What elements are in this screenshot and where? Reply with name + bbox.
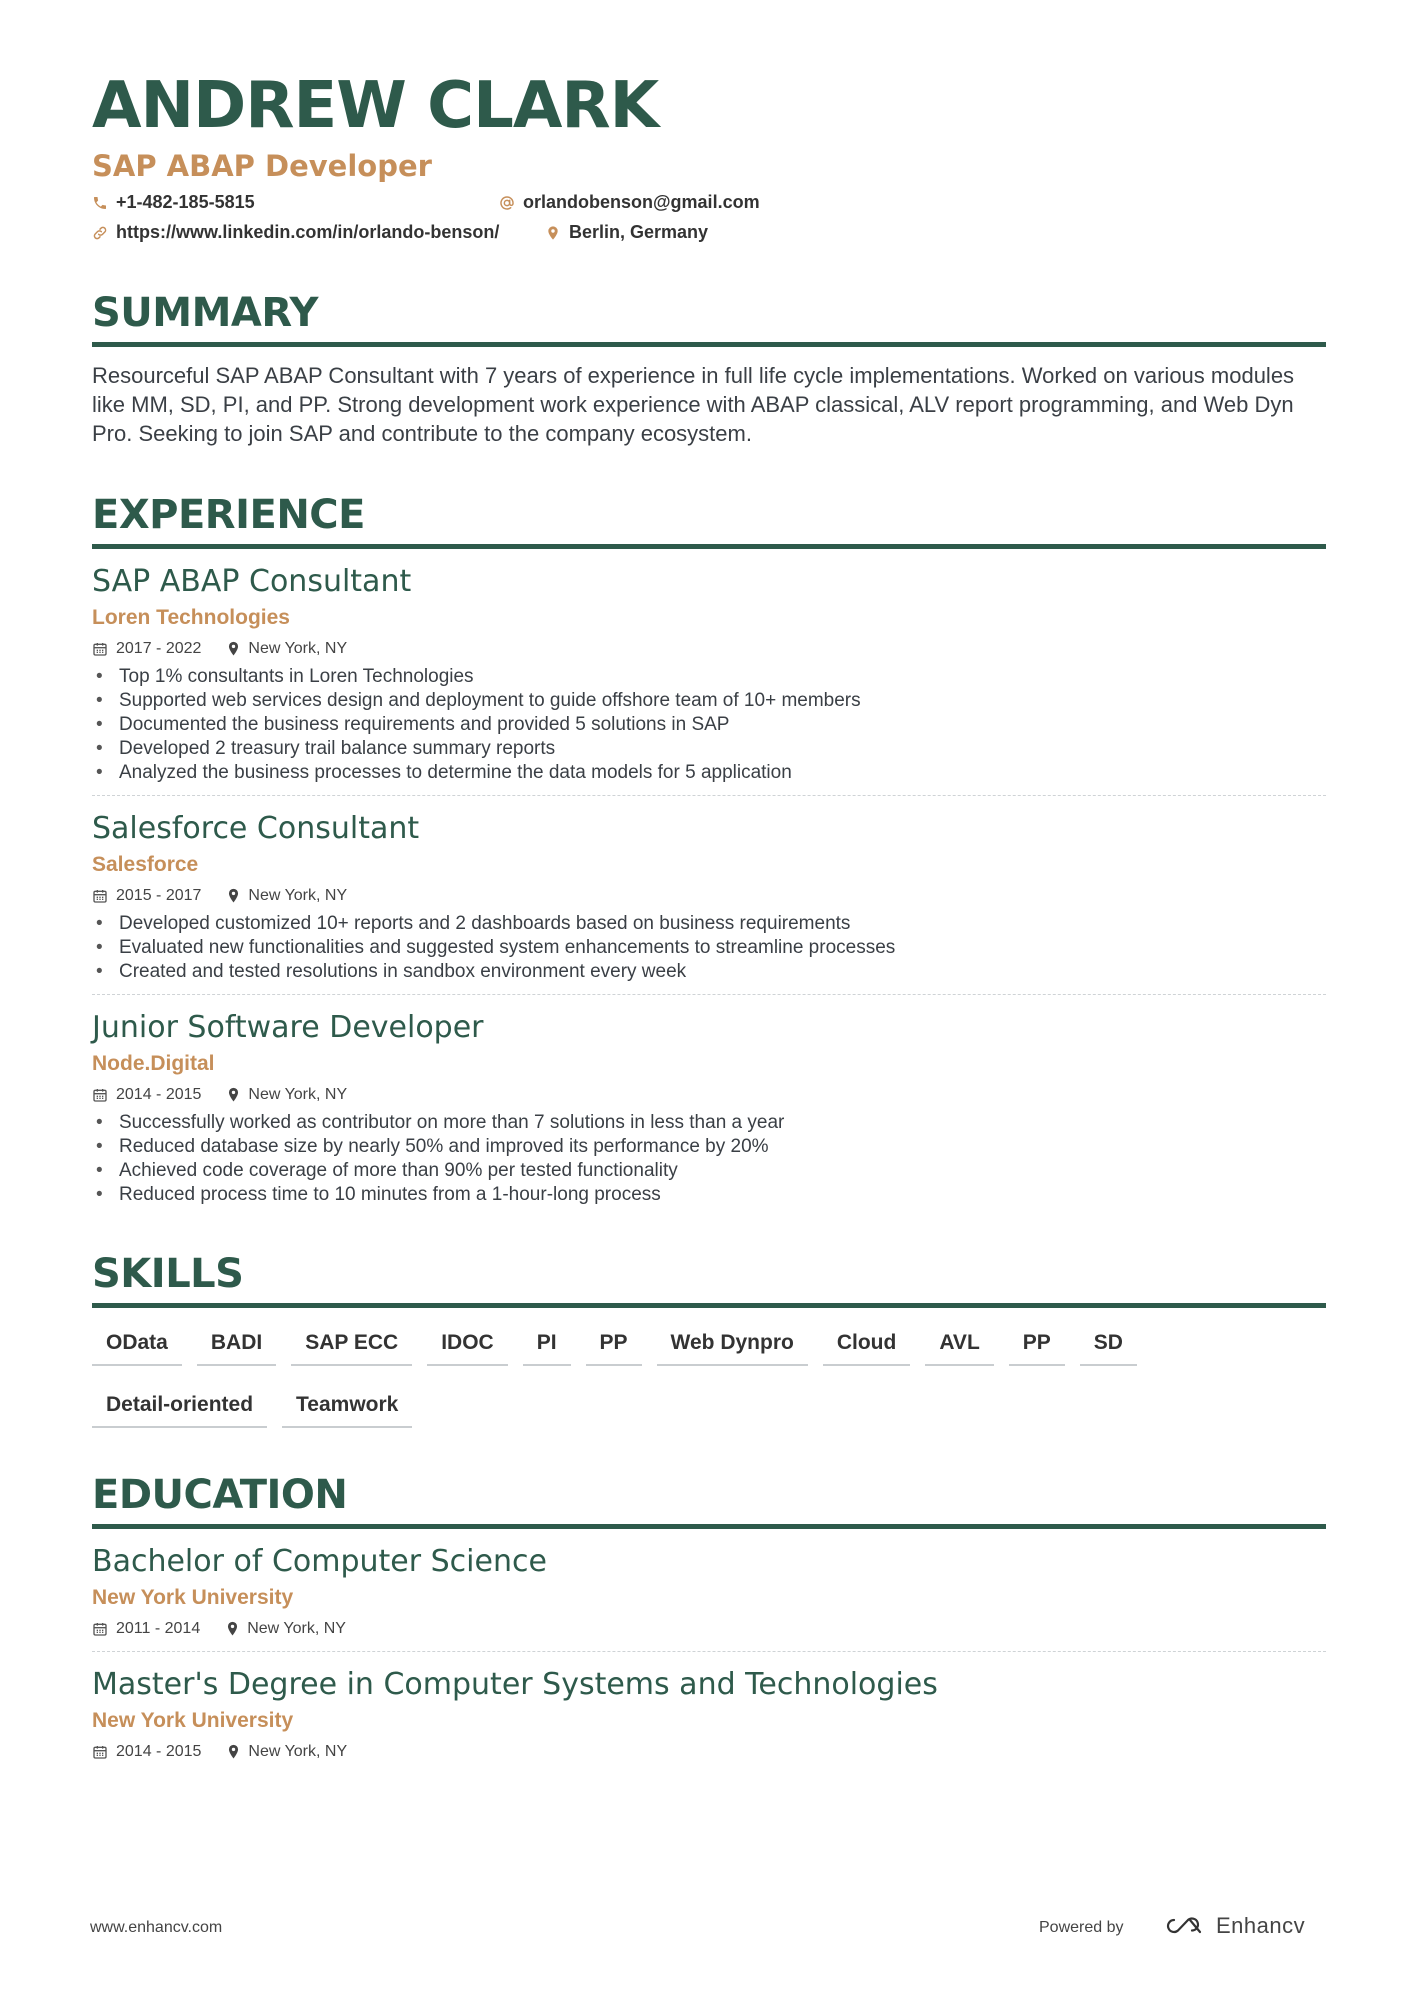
- contact-info: [92, 192, 1326, 252]
- entry-meta: [92, 637, 1326, 661]
- list-item: • Analyzed the business processes to determine the data models for 5 application: [92, 761, 1326, 785]
- entry-meta: [92, 1617, 1326, 1641]
- skill-tag: Detail-oriented: [92, 1388, 267, 1428]
- achievement-list: [92, 665, 1326, 785]
- entry-location: [226, 1620, 346, 1638]
- skill-tag: SAP ECC: [291, 1326, 412, 1366]
- list-item: • Developed 2 treasury trail balance summary reports: [92, 737, 1326, 761]
- linkedin-text: https://www.linkedin.com/in/orlando-benson/: [116, 222, 500, 242]
- entry-location-text: New York, NY: [248, 1086, 348, 1103]
- skill-tag: IDOC: [427, 1326, 508, 1366]
- candidate-role: SAP ABAP Developer: [92, 149, 432, 183]
- page-footer: [0, 1915, 1410, 1945]
- entry-dates: 2015 - 2017: [116, 887, 202, 904]
- list-item: • Successfully worked as contributor on more than 7 solutions in less than a year: [92, 1111, 1326, 1135]
- location-pin-icon: [227, 1744, 240, 1760]
- school-name: New York University: [92, 1586, 294, 1609]
- phone-text: +1-482-185-5815: [116, 192, 255, 212]
- entry-dates: 2017 - 2022: [116, 640, 202, 657]
- entry-location: [227, 1086, 347, 1104]
- list-item: • Reduced database size by nearly 50% and improved its performance by 20%: [92, 1135, 1326, 1159]
- experience-entry: [92, 995, 1326, 1217]
- education-section: [92, 1472, 1326, 1774]
- email-text: orlandobenson@gmail.com: [523, 192, 760, 212]
- list-item: • Documented the business requirements and provided 5 solutions in SAP: [92, 713, 1326, 737]
- list-item: • Supported web services design and deployment to guide offshore team of 10+ members: [92, 689, 1326, 713]
- calendar-icon: [92, 888, 108, 904]
- job-title: Salesforce Consultant: [92, 811, 420, 846]
- experience-entry: [92, 796, 1326, 995]
- summary-text: Resourceful SAP ABAP Consultant with 7 years of experience in full life cycle implementations. Worked on various modules like MM, SD, PI, and PP. Strong development work experience with ABAP classical, ALV report programming, and Web Dyn Pro. Seeking to join SAP and contribute to the company ecosystem.: [92, 363, 1295, 446]
- degree-title: Master's Degree in Computer Systems and Technologies: [92, 1667, 938, 1702]
- location-text: Berlin, Germany: [569, 222, 709, 242]
- entry-dates: 2011 - 2014: [116, 1620, 201, 1637]
- entry-location-text: New York, NY: [248, 640, 348, 657]
- skill-tag: Cloud: [823, 1326, 910, 1366]
- section-title-skills: SKILLS: [92, 1251, 1326, 1308]
- resume-content: [92, 68, 1326, 1774]
- skill-tag: Web Dynpro: [657, 1326, 808, 1366]
- achievement-list: [92, 912, 1326, 984]
- calendar-icon: [92, 1744, 108, 1760]
- contact-phone[interactable]: [92, 192, 255, 213]
- location-pin-icon: [545, 225, 561, 241]
- entry-location-text: New York, NY: [247, 1620, 346, 1637]
- list-item: • Created and tested resolutions in sandbox environment every week: [92, 960, 1326, 984]
- skill-tag: PP: [1009, 1326, 1065, 1366]
- calendar-icon: [92, 641, 108, 657]
- experience-section: [92, 492, 1326, 1217]
- resume-header: [92, 68, 1326, 252]
- footer-brand-logo[interactable]: [1160, 1913, 1305, 1939]
- contact-linkedin[interactable]: [92, 222, 499, 243]
- location-pin-icon: [227, 1087, 240, 1103]
- at-icon: [499, 195, 515, 211]
- contact-location: [545, 222, 708, 243]
- entry-meta: [92, 1083, 1326, 1107]
- enhancv-logo-icon: [1160, 1914, 1206, 1938]
- candidate-name: ANDREW CLARK: [92, 69, 659, 143]
- job-title: Junior Software Developer: [92, 1010, 484, 1045]
- entry-meta: [92, 884, 1326, 908]
- entry-location-text: New York, NY: [248, 1743, 348, 1760]
- education-entry: [92, 1529, 1326, 1652]
- skill-tag: AVL: [925, 1326, 993, 1366]
- company-name: Node.Digital: [92, 1052, 215, 1075]
- education-entry: [92, 1652, 1326, 1774]
- entry-dates: 2014 - 2015: [116, 1086, 202, 1103]
- list-item: • Evaluated new functionalities and suggested system enhancements to streamline processes: [92, 936, 1326, 960]
- link-icon: [92, 225, 108, 241]
- degree-title: Bachelor of Computer Science: [92, 1544, 547, 1579]
- calendar-icon: [92, 1621, 108, 1637]
- list-item: • Top 1% consultants in Loren Technologies: [92, 665, 1326, 689]
- skill-tag: Teamwork: [282, 1388, 412, 1428]
- skills-section: [92, 1251, 1326, 1450]
- company-name: Salesforce: [92, 853, 199, 876]
- list-item: • Developed customized 10+ reports and 2 dashboards based on business requirements: [92, 912, 1326, 936]
- school-name: New York University: [92, 1709, 294, 1732]
- location-pin-icon: [227, 888, 240, 904]
- location-pin-icon: [227, 641, 240, 657]
- skills-list: [92, 1326, 1326, 1450]
- footer-brand-name: Enhancv: [1216, 1913, 1306, 1938]
- footer-powered-by: Powered by: [1039, 1919, 1124, 1936]
- footer-website-link[interactable]: www.enhancv.com: [90, 1919, 223, 1936]
- phone-icon: [92, 195, 108, 211]
- job-title: SAP ABAP Consultant: [92, 564, 412, 599]
- list-item: • Reduced process time to 10 minutes from a 1-hour-long process: [92, 1183, 1326, 1207]
- entry-location: [227, 640, 347, 658]
- entry-meta: [92, 1740, 1326, 1764]
- section-title-summary: SUMMARY: [92, 290, 1326, 347]
- section-title-education: EDUCATION: [92, 1472, 1326, 1529]
- skill-tag: SD: [1080, 1326, 1137, 1366]
- entry-location-text: New York, NY: [248, 887, 348, 904]
- achievement-list: [92, 1111, 1326, 1207]
- entry-location: [227, 887, 347, 905]
- summary-section: [92, 290, 1326, 448]
- company-name: Loren Technologies: [92, 606, 290, 629]
- skill-tag: OData: [92, 1326, 182, 1366]
- entry-location: [227, 1743, 347, 1761]
- experience-entry: [92, 549, 1326, 796]
- contact-email[interactable]: [499, 192, 760, 213]
- list-item: • Achieved code coverage of more than 90% per tested functionality: [92, 1159, 1326, 1183]
- skill-tag: BADI: [197, 1326, 276, 1366]
- skill-tag: PP: [586, 1326, 642, 1366]
- calendar-icon: [92, 1087, 108, 1103]
- entry-dates: 2014 - 2015: [116, 1743, 202, 1760]
- skill-tag: PI: [523, 1326, 571, 1366]
- section-title-experience: EXPERIENCE: [92, 492, 1326, 549]
- location-pin-icon: [226, 1621, 239, 1637]
